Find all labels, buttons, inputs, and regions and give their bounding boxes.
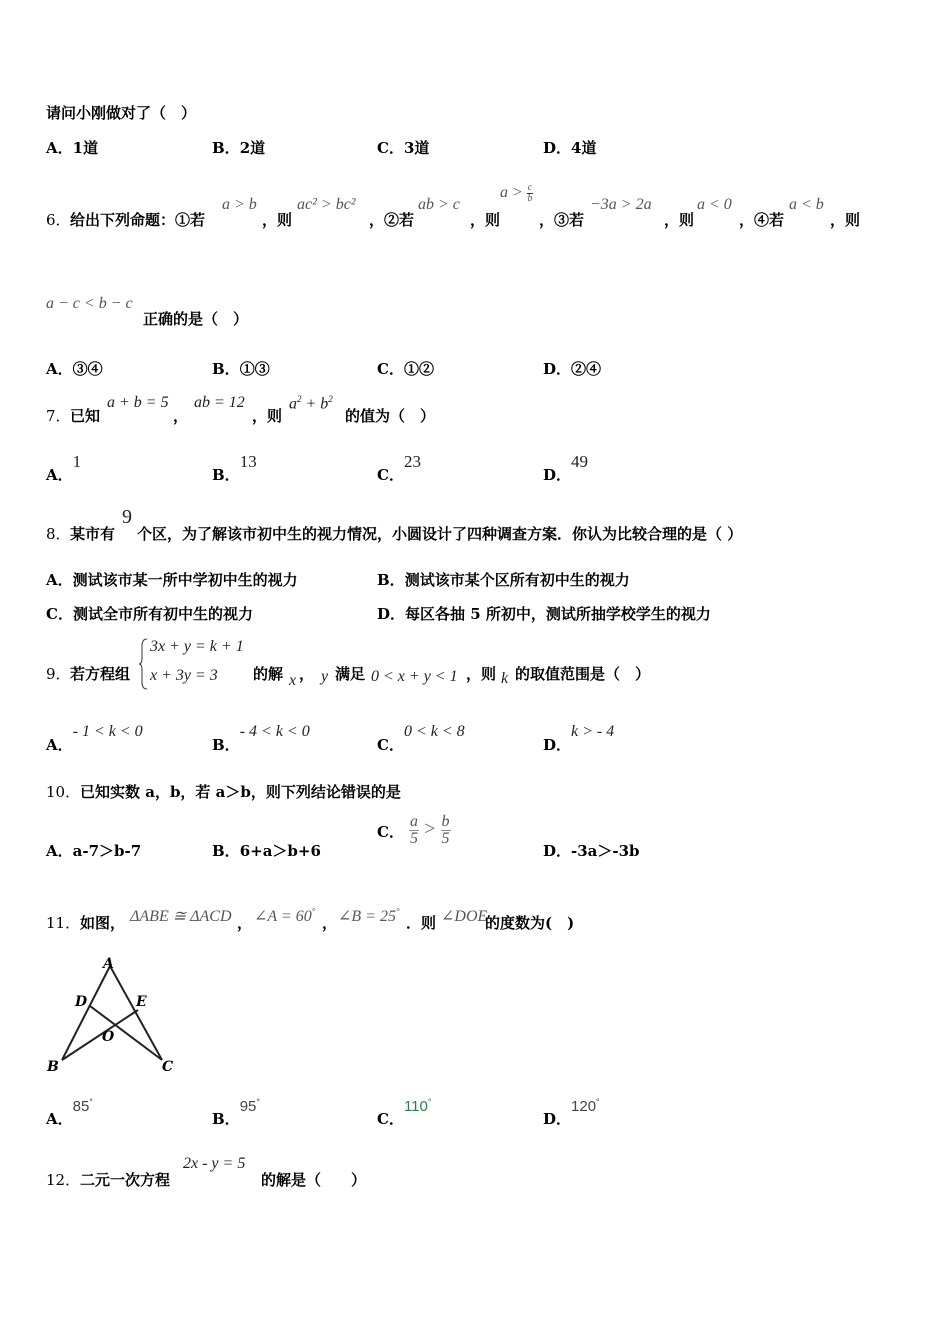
vertex-label-c: C xyxy=(162,1059,174,1075)
option-text: 3道 xyxy=(403,139,430,157)
q6-frac-den: b xyxy=(527,193,533,204)
q12-text-1: 二元一次方程 xyxy=(80,1171,171,1189)
q6-text-6: ，则 xyxy=(664,211,695,229)
q6-option-b[interactable] xyxy=(212,358,270,379)
option-text: 2道 xyxy=(239,139,266,157)
q9-condition: 0 < x + y < 1 xyxy=(371,668,458,685)
q11-option-d[interactable] xyxy=(543,1095,600,1128)
q9-option-a[interactable] xyxy=(46,720,143,754)
option-degrees: 110 xyxy=(403,1098,428,1115)
q9-comma: ， xyxy=(299,665,315,683)
q6-math-5: −3a > 2a xyxy=(590,196,652,213)
option-letter: D． xyxy=(543,139,572,157)
point-label-e: E xyxy=(136,994,147,1010)
q7-number: 7． xyxy=(46,407,71,425)
q11-text-1: 如图， xyxy=(80,914,126,932)
option-letter: D． xyxy=(543,466,572,484)
option-text: -3a＞-3b xyxy=(571,842,640,860)
option-letter: C． xyxy=(377,466,404,484)
q9-option-c[interactable] xyxy=(377,720,465,754)
q10-option-c[interactable] xyxy=(377,814,451,847)
degree-mark: ° xyxy=(311,906,316,917)
degree-mark: ° xyxy=(427,1097,432,1107)
q5-option-d[interactable] xyxy=(543,137,596,158)
q8-number: 8． xyxy=(46,525,71,543)
option-degrees: 120 xyxy=(571,1098,597,1115)
option-text: a-7＞b-7 xyxy=(72,842,142,860)
q7-math-1: a + b = 5 xyxy=(107,394,169,411)
option-letter: C． xyxy=(46,605,73,623)
q10-text: 已知实数 a，b，若 a＞b，则下列结论错误的是 xyxy=(80,783,401,801)
option-value: 1 xyxy=(72,452,82,471)
side-ac xyxy=(110,966,162,1060)
option-degrees: 85 xyxy=(72,1098,90,1115)
q6-frac-num: c xyxy=(527,182,533,193)
q10-option-b[interactable] xyxy=(212,840,321,861)
greater-sign: > xyxy=(424,818,436,840)
vertex-label-b: B xyxy=(47,1059,59,1075)
q6-text-5: ，③若 xyxy=(539,211,585,229)
q11-option-a[interactable] xyxy=(46,1095,93,1128)
option-value: 49 xyxy=(571,452,589,471)
option-letter: B． xyxy=(377,571,405,589)
option-value: 13 xyxy=(239,452,257,471)
option-letter: C． xyxy=(377,1110,404,1128)
degree-mark: ° xyxy=(596,1097,600,1107)
option-text: ③④ xyxy=(72,360,103,378)
option-letter: B． xyxy=(212,842,240,860)
q9-number: 9． xyxy=(46,665,71,683)
q10-number: 10． xyxy=(46,783,81,801)
q7-math-3 xyxy=(289,394,333,413)
q5-option-c[interactable] xyxy=(377,137,429,158)
q6-number: 6． xyxy=(46,211,71,229)
q6-math-1: a > b xyxy=(222,196,257,213)
q5-option-b[interactable] xyxy=(212,137,265,158)
vertex-label-a: A xyxy=(103,956,114,972)
q11-option-b[interactable] xyxy=(212,1095,260,1128)
q6-math-8: a − c < b − c xyxy=(46,295,133,312)
segment-be xyxy=(62,1010,138,1060)
q7-text-1: 已知 xyxy=(70,407,101,425)
q8-text-1: 某市有 xyxy=(70,525,116,543)
option-math: k > - 4 xyxy=(571,723,615,740)
q11-math-2 xyxy=(254,906,315,926)
option-letter: B． xyxy=(212,736,240,754)
option-letter: D． xyxy=(543,736,572,754)
q6-text-9: 正确的是（ ） xyxy=(143,310,249,328)
q7-square-1: 2 xyxy=(297,394,302,404)
q9-text-2: 的解 xyxy=(253,665,284,683)
q6-text-7: ，④若 xyxy=(739,211,785,229)
q8-text-2: 个区，为了解该市初中生的视力情况，小圆设计了四种调查方案．你认为比较合理的是（ ） xyxy=(137,525,743,543)
q9-text-1: 若方程组 xyxy=(70,665,131,683)
q8-option-b[interactable] xyxy=(377,569,630,590)
q6-option-a[interactable] xyxy=(46,358,103,379)
side-ab xyxy=(62,966,110,1060)
q6-text-3: ，②若 xyxy=(369,211,415,229)
degree-mark: ° xyxy=(395,906,400,917)
q7-text-3: ，则 xyxy=(252,407,283,425)
q8-option-d[interactable] xyxy=(377,603,711,624)
q6-option-c[interactable] xyxy=(377,358,434,379)
degree-mark: ° xyxy=(89,1097,93,1107)
option-math: - 1 < k < 0 xyxy=(72,723,143,740)
option-value xyxy=(404,1098,432,1115)
option-letter: A． xyxy=(46,360,73,378)
option-text: 6+a＞b+6 xyxy=(239,842,321,860)
q11-angle-a: ∠A = 60 xyxy=(254,908,312,925)
q7-math-a: a xyxy=(289,395,297,413)
option-value xyxy=(73,1098,93,1115)
q7-option-a[interactable] xyxy=(46,451,82,484)
q12-number: 12． xyxy=(46,1171,81,1189)
q7-text-4: 的值为（ ） xyxy=(345,407,436,425)
q7-option-b[interactable] xyxy=(212,451,257,484)
frac-a-den: 5 xyxy=(410,830,419,847)
q11-triangle-figure xyxy=(40,952,190,1082)
q11-math-4: ∠DOE xyxy=(441,908,488,925)
q7-square-2: 2 xyxy=(328,394,333,404)
q11-text-3: ， xyxy=(322,914,338,932)
q8-option-a[interactable] xyxy=(46,569,298,590)
q9-text-4: ，则 xyxy=(466,665,497,683)
q6-text-2: ，则 xyxy=(262,211,293,229)
q9-option-d[interactable] xyxy=(543,720,615,754)
option-text: 每区各抽 5 所初中，测试所抽学校学生的视力 xyxy=(405,605,711,623)
option-letter: C． xyxy=(377,139,404,157)
q6-math-4 xyxy=(500,183,533,204)
option-letter: B． xyxy=(212,139,240,157)
q11-option-c[interactable] xyxy=(377,1095,432,1128)
q11-math-3 xyxy=(338,906,400,926)
q5-option-a[interactable] xyxy=(46,137,98,158)
option-text: 4道 xyxy=(571,139,597,157)
q10-option-a[interactable] xyxy=(46,840,141,861)
q6-text-8: ，则 xyxy=(830,211,861,229)
q8-option-c[interactable] xyxy=(46,603,253,624)
q6-math-2: ac² > bc² xyxy=(297,196,356,213)
q10-option-d[interactable] xyxy=(543,840,640,861)
option-text: 测试该市某个区所有初中生的视力 xyxy=(404,571,630,589)
option-letter: D． xyxy=(543,1110,572,1128)
option-letter: A． xyxy=(46,1110,73,1128)
option-letter: A． xyxy=(46,571,73,589)
q11-text-5: 的度数为( ) xyxy=(485,914,575,932)
q6-math-3: ab > c xyxy=(418,196,460,213)
q6-math-7: a < b xyxy=(789,196,824,213)
q6-text-4: ，则 xyxy=(470,211,501,229)
q9-option-b[interactable] xyxy=(212,720,310,754)
q8-district-count: 9 xyxy=(122,506,132,528)
q11-text-2: ， xyxy=(237,914,253,932)
option-math: 0 < k < 8 xyxy=(403,723,465,740)
q9-var-x: x xyxy=(289,672,297,689)
q9-text-3: 满足 xyxy=(335,665,366,683)
q12-equation: 2x - y = 5 xyxy=(183,1155,246,1172)
q7-math-2: ab = 12 xyxy=(194,394,245,411)
q7-option-c[interactable] xyxy=(377,451,421,484)
option-math: - 4 < k < 0 xyxy=(239,723,310,740)
q11-text-4: ．则 xyxy=(406,914,437,932)
option-letter: D． xyxy=(543,842,572,860)
option-letter: A． xyxy=(46,139,73,157)
frac-b-den: 5 xyxy=(441,830,450,847)
q11-angle-b: ∠B = 25 xyxy=(338,908,396,925)
q6-math-4-lhs: a > xyxy=(500,184,523,202)
q6-math-6: a < 0 xyxy=(697,196,732,213)
option-letter: C． xyxy=(377,736,404,754)
frac-b-num: b xyxy=(441,813,450,830)
option-letter: A． xyxy=(46,466,73,484)
degree-mark: ° xyxy=(256,1097,260,1107)
q7-math-b: + b xyxy=(305,395,329,413)
option-letter: B． xyxy=(212,466,240,484)
option-text: ①③ xyxy=(239,360,270,378)
q7-option-d[interactable] xyxy=(543,451,589,484)
q9-system-brace xyxy=(139,638,149,690)
option-letter: D． xyxy=(377,605,406,623)
point-label-d: D xyxy=(75,994,88,1010)
point-label-o: O xyxy=(102,1029,115,1045)
option-text: ②④ xyxy=(571,360,602,378)
q9-var-y: y xyxy=(321,668,329,685)
option-value xyxy=(571,1098,600,1115)
q6-option-d[interactable] xyxy=(543,358,601,379)
q6-text-1: 给出下列命题：①若 xyxy=(70,211,206,229)
option-letter: C． xyxy=(377,360,404,378)
frac-a-num: a xyxy=(410,813,419,830)
option-letter: D． xyxy=(543,360,572,378)
question-5-stem-tail: 请问小刚做对了（ ） xyxy=(46,104,197,122)
option-text: 测试全市所有初中生的视力 xyxy=(72,605,253,623)
q9-equation-2: x + 3y = 3 xyxy=(150,667,218,684)
q11-math-1: ΔABE ≅ ΔACD xyxy=(130,908,232,925)
q11-number: 11． xyxy=(46,914,81,932)
option-letter: B． xyxy=(212,1110,240,1128)
option-degrees: 95 xyxy=(239,1098,257,1115)
option-letter: A． xyxy=(46,736,73,754)
segment-cd xyxy=(90,1006,162,1060)
q12-text-2: 的解是（ ） xyxy=(261,1171,367,1189)
option-letter: C． xyxy=(377,823,404,841)
q9-equation-1: 3x + y = k + 1 xyxy=(150,638,244,655)
option-text: 1道 xyxy=(72,139,99,157)
q9-text-5: 的取值范围是（ ） xyxy=(515,665,651,683)
option-text: 测试该市某一所中学初中生的视力 xyxy=(72,571,298,589)
option-value xyxy=(240,1098,260,1115)
option-value: 23 xyxy=(403,452,421,471)
q7-text-2: ， xyxy=(173,407,189,425)
q9-var-k: k xyxy=(501,670,509,687)
option-letter: B． xyxy=(212,360,240,378)
option-text: ①② xyxy=(403,360,434,378)
option-letter: A． xyxy=(46,842,73,860)
